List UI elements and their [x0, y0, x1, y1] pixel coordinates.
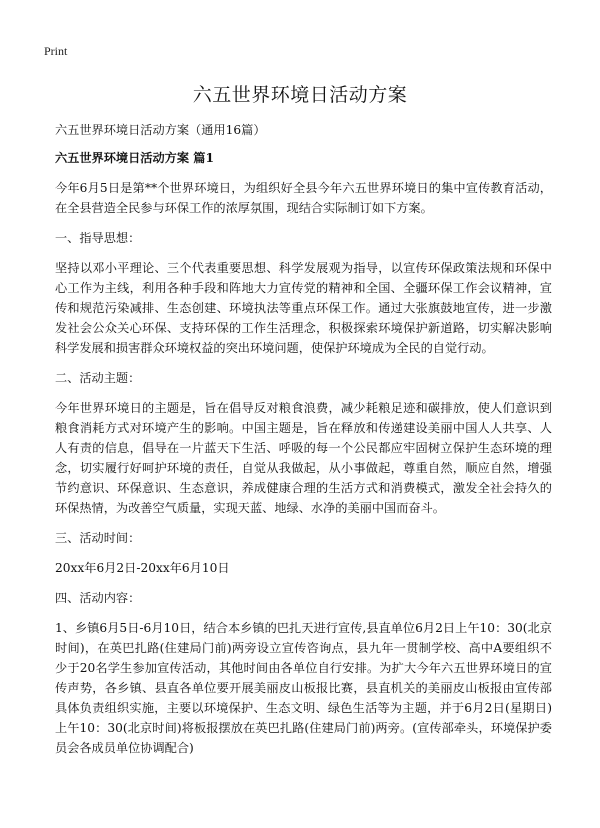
heading-activity-time: 三、活动时间：: [55, 531, 141, 545]
page-title: 六五世界环境日活动方案: [192, 84, 408, 106]
heading-activity-theme: 二、活动主题：: [55, 371, 141, 385]
paragraph-guiding-ideology: 坚持以邓小平理论、三个代表重要思想、科学发展观为指导，以宣传环保政策法规和环保中心工作为主线，利用各种手段和阵地大力宣传党的精神和全国、全疆环保工作会议精神，宣传和规范污染减排、生态创建、环境执法等重点环保工作。通过大张旗鼓地宣传，进一步激发社会公众关心环保、支持环保的工作生活理念，积极探索环境保护新道路，切实解决影响科学发展和损害群众环境权益的突出环境问题，使保护环境成为全民的自觉行动。: [55, 261, 552, 355]
print-link[interactable]: Print: [44, 44, 68, 58]
document-subtitle: 六五世界环境日活动方案（通用16篇）: [55, 123, 266, 137]
heading-guiding-ideology: 一、指导思想：: [55, 231, 141, 245]
section-heading: 六五世界环境日活动方案 篇1: [55, 151, 214, 165]
paragraph-activity-theme: 今年世界环境日的主题是，旨在倡导反对粮食浪费，减少耗粮足迹和碳排放，使人们意识到粮食消耗方式对环境产生的影响。中国主题是，旨在释放和传递建设美丽中国人人共享、人人有责的信息，倡导在一片蓝天下生活、呼吸的每一个公民都应牢固树立保护生态环境的理念，切实履行好呵护环境的责任，自觉从我做起，从小事做起，尊重自然，顺应自然，增强节约意识、环保意识、生态意识，养成健康合理的生活方式和消费模式，激发全社会持久的环保热情，为改善空气质量，实现天蓝、地绿、水净的美丽中国而奋斗。: [55, 401, 552, 515]
paragraph-activity-content: 1、乡镇6月5日-6月10日，结合本乡镇的巴扎天进行宣传,县直单位6月2日上午10：30(北京时间)，在英巴扎路(住建局门前)两旁设立宣传咨询点，县九年一贯制学校、高中A要组织不少于20名学生参加宣传活动，其他时间由各单位自行安排。为扩大今年六五世界环境日的宣传声势，各乡镇、县直各单位要开展美丽皮山板报比赛，县直机关的美丽皮山板报由宣传部具体负责组织实施，主要以环境保护、生态文明、绿色生活等为主题，并于6月2日(星期日)上午10：30(北京时间)将板报摆放在英巴扎路(住建局门前)两旁。(宣传部牵头，环境保护委员会各成员单位协调配合): [55, 621, 552, 755]
heading-activity-content: 四、活动内容：: [55, 591, 141, 605]
intro-paragraph: 今年6月5日是第**个世界环境日，为组织好全县今年六五世界环境日的集中宣传教育活动，在全县营造全民参与环保工作的浓厚氛围，现结合实际制订如下方案。: [55, 181, 552, 215]
paragraph-activity-time: 20xx年6月2日-20xx年6月10日: [55, 561, 230, 575]
document-body: [55, 120, 552, 768]
